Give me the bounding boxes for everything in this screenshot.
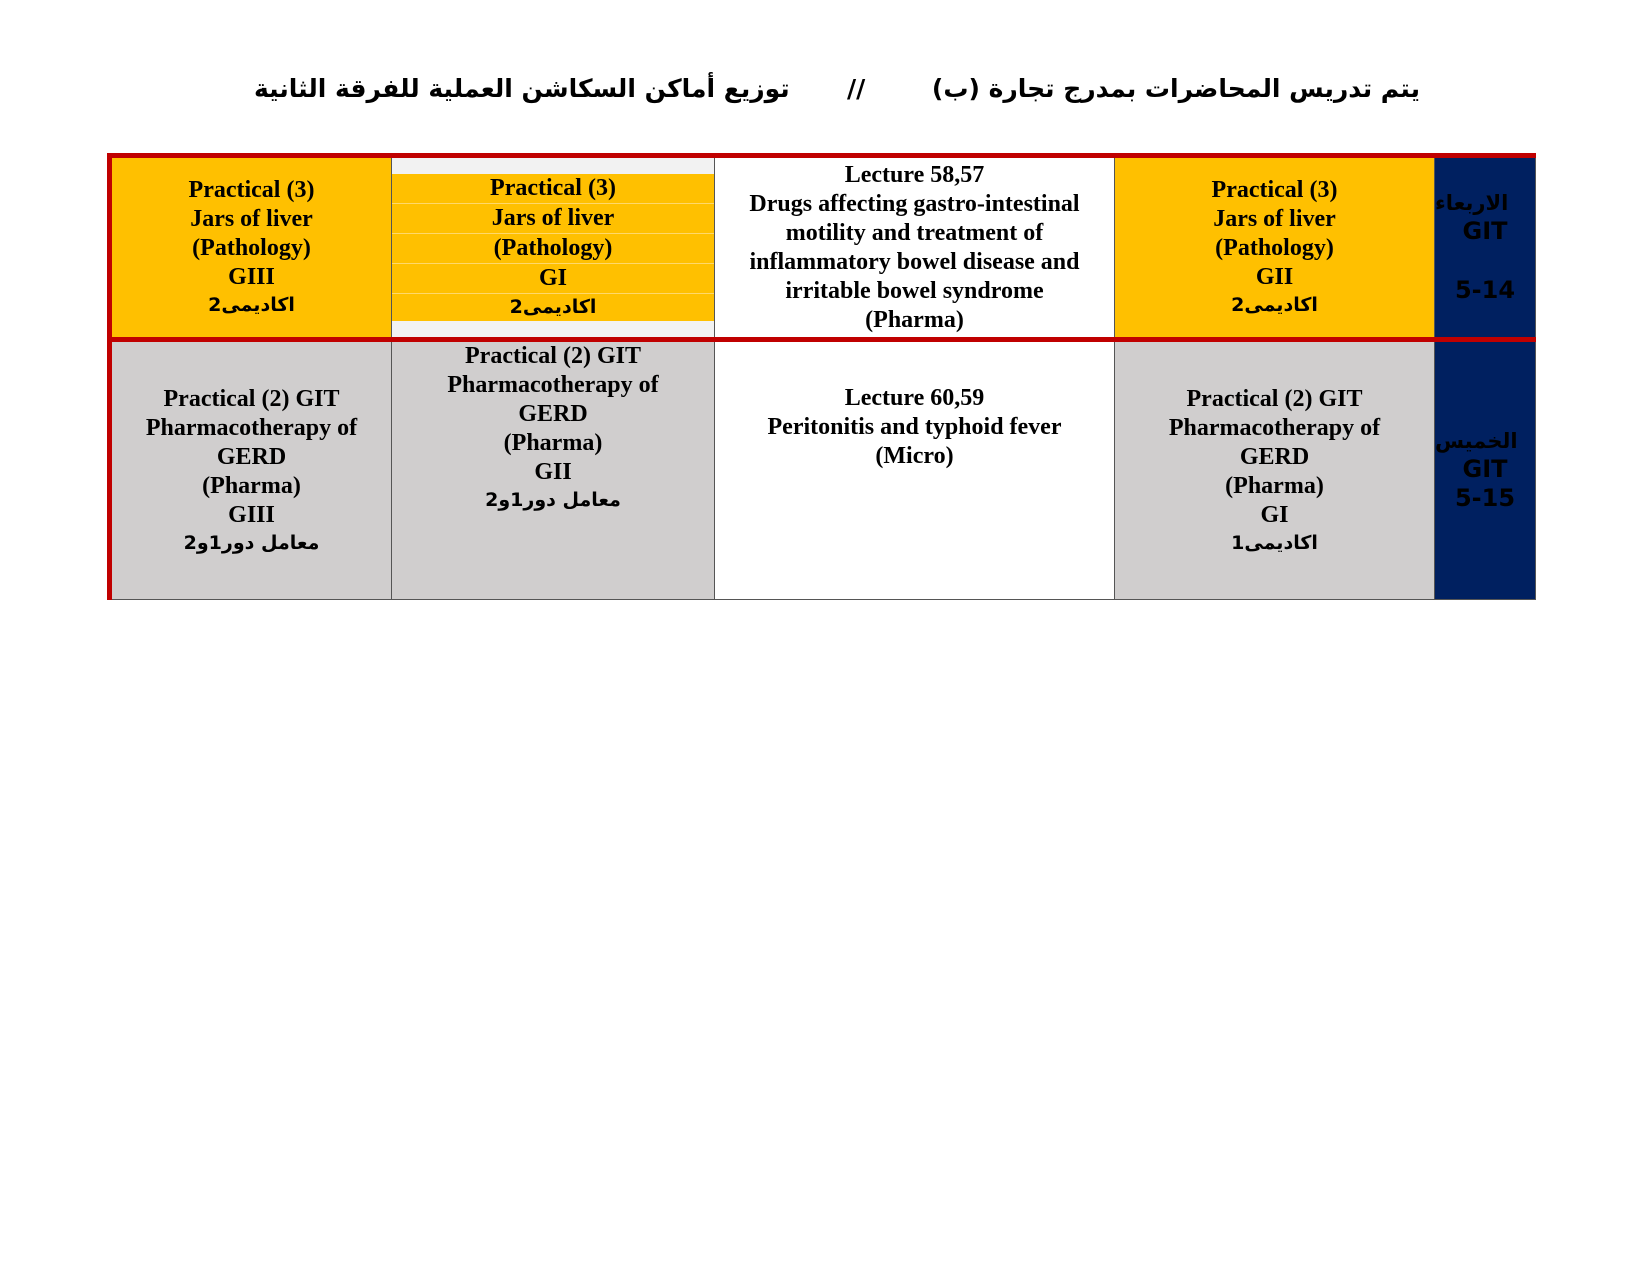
table-row-thursday	[110, 340, 1536, 600]
date-label: 5-14	[1454, 276, 1516, 304]
cell-practical-gii-wed: Practical (3) Jars of liver (Pathology) GII اكاديمى2	[1115, 156, 1435, 340]
cell-lecture-wed: Lecture 58,57 Drugs affecting gastro-intestinal motility and treatment of inflammatory bowel disease and irritable bowel syndrome (Pharma)	[715, 156, 1115, 340]
cell-practical-gii-thu: Practical (2) GIT Pharmacotherapy of GERD (Pharma) GII معامل دور1و2	[392, 340, 715, 600]
day-cell-thursday	[1435, 340, 1536, 600]
spacer	[1435, 246, 1535, 276]
module-label: GIT	[1462, 455, 1508, 483]
table-row-wednesday	[110, 156, 1536, 340]
title-lectures-location: يتم تدريس المحاضرات بمدرج تجارة (ب)	[931, 74, 1420, 103]
date-label: 5-15	[1454, 484, 1516, 512]
cell-practical-gi-wed	[392, 156, 715, 340]
schedule-table	[107, 153, 1536, 600]
day-name: الخميس	[1435, 429, 1518, 453]
day-cell-wednesday	[1435, 156, 1536, 340]
module-label: GIT	[1462, 217, 1508, 245]
cell-lecture-thu: Lecture 60,59 Peritonitis and typhoid fever (Micro)	[715, 340, 1115, 600]
title-separator: //	[847, 74, 866, 103]
cell-practical-giii-thu: Practical (2) GIT Pharmacotherapy of GERD (Pharma) GIII معامل دور1و2	[110, 340, 392, 600]
day-name: الاربعاء	[1435, 191, 1509, 215]
page-title	[240, 74, 1420, 114]
cell-practical-gi-thu: Practical (2) GIT Pharmacotherapy of GERD (Pharma) GI اكاديمى1	[1115, 340, 1435, 600]
highlight-block: Practical (3) Jars of liver (Pathology) GI اكاديمى2	[392, 174, 714, 321]
title-practical-distribution: توزيع أماكن السكاشن العملية للفرقة الثانية	[254, 74, 790, 103]
cell-practical-giii-wed: Practical (3) Jars of liver (Pathology) GIII اكاديمى2	[110, 156, 392, 340]
